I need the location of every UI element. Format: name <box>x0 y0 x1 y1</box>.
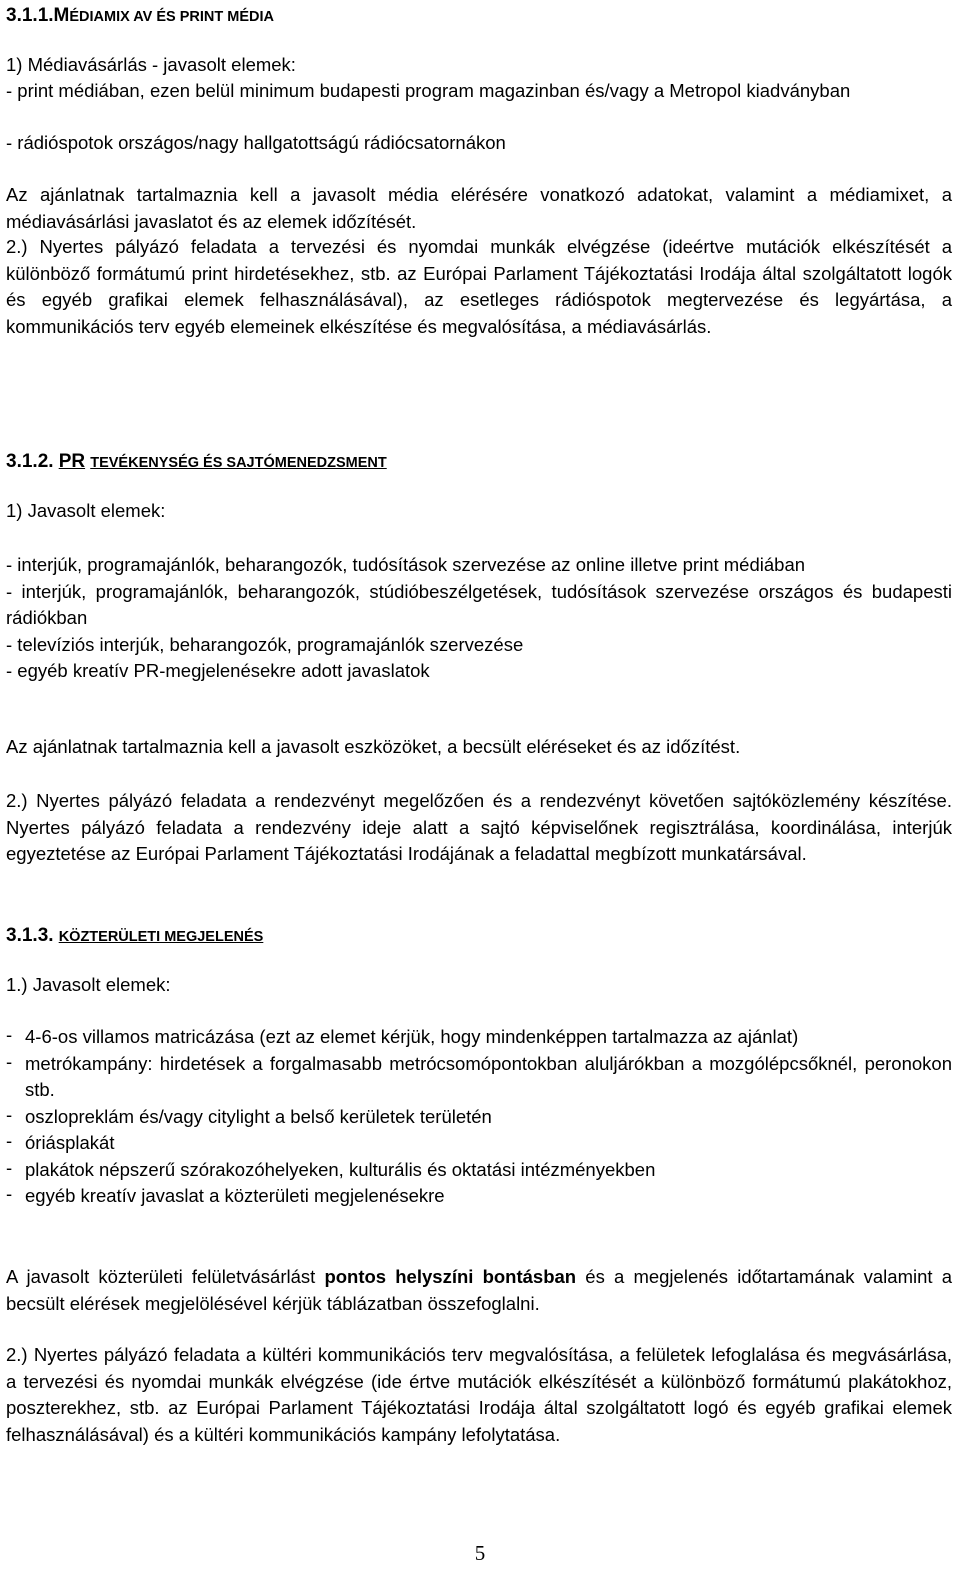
paragraph: Az ajánlatnak tartalmaznia kell a javasolt média elérésére vonatkozó adatokat, valamint a médiamixet, a médiavásárlási javaslatot és az elemek időzítését. <box>6 184 952 232</box>
paragraph: Az ajánlatnak tartalmaznia kell a javasolt eszközöket, a becsült eléréseket és az időzítést. <box>6 736 741 757</box>
section-number: 3.1.1. <box>6 5 54 26</box>
list-item: - interjúk, programajánlók, beharangozók, stúdióbeszélgetések, tudósítások szervezése országos és budapesti rádiókban <box>6 580 952 628</box>
paragraph: 2.) Nyertes pályázó feladata a rendezvényt megelőzően és a rendezvényt követően sajtóközlemény készítése. Nyertes pályázó feladata a rendezvény ideje alatt a sajtó képviselőnek regisztrálása, koordinálása, interjúk egyeztetése az Európai Parlament Tájékoztatási Irodájának a feladattal megbízott munkatársával. <box>6 790 952 864</box>
list-item: - print médiában, ezen belül minimum budapesti program magazinban és/vagy a Metropol kiadványban <box>6 80 851 101</box>
list-item: - egyéb kreatív javaslat a közterületi megjelenésekre <box>6 1183 445 1206</box>
list <box>6 552 952 685</box>
paragraph: 2.) Nyertes pályázó feladata a tervezési és nyomdai munkák elvégzése (ideértve mutációk elkészítését a különböző formátumú print hirdetésekhez, stb. az Európai Parlament Tájékoztatási Irodája által szolgáltatott logók és egyéb grafikai elemek felhasználásával), az esetleges rádióspotok megtervezése és legyártása, a kommunikációs terv egyéb elemeinek elkészítése és megvalósítása, a médiavásárlás. <box>6 236 952 337</box>
paragraph: A javasolt közterületi felületvásárlást pontos helyszíni bontásban és a megjelenés időtartamának valamint a becsült elérések megjelölésével kérjük táblázatban összefoglalni. <box>6 1266 952 1314</box>
list-item: - interjúk, programajánlók, beharangozók, tudósítások szervezése az online illetve print médiában <box>6 554 806 575</box>
emphasis: pontos helyszíni bontásban <box>324 1266 577 1287</box>
paragraph: 1.) Javasolt elemek: <box>6 974 171 995</box>
list-item: - óriásplakát <box>6 1130 115 1153</box>
list-item: - metrókampány: hirdetések a forgalmasabb metrócsomópontokban aluljárókban a mozgólépcsőknél, peronokon stb. <box>6 1050 952 1100</box>
section-heading-313: 3.1.3. KÖZTERÜLETI MEGJELENÉS <box>6 925 264 946</box>
dash-list <box>6 1024 952 1210</box>
list-item: - plakátok népszerű szórakozóhelyeken, kulturális és oktatási intézményekben <box>6 1156 656 1180</box>
paragraph: 2.) Nyertes pályázó feladata a kültéri kommunikációs terv megvalósítása, a felületek lefoglalása és megvásárlása, a tervezési és nyomdai munkák elvégzése (ide értve mutációk elkészítését a különböző formátumú plakátokhoz, poszterekhez, stb. az Európai Parlament Tájékoztatási Irodája által szolgáltatott logó és egyéb grafikai elemek felhasználásával) és a kültéri kommunikációs kampány lefolytatása. <box>6 1344 952 1445</box>
section-heading-312: 3.1.2. PR TEVÉKENYSÉG ÉS SAJTÓMENEDZSMENT <box>6 451 387 472</box>
section-number: 3.1.2. <box>6 451 54 472</box>
section-heading-311: 3.1.1.MÉDIAMIX AV ÉS PRINT MÉDIA <box>6 5 275 26</box>
paragraph: 1) Médiavásárlás - javasolt elemek: <box>6 54 296 75</box>
list-item: - egyéb kreatív PR-megjelenésekre adott javaslatok <box>6 660 430 681</box>
list-item: - 4-6-os villamos matricázása (ezt az elemet kérjük, hogy mindenképpen tartalmazza az ajánlat) <box>6 1024 799 1047</box>
page-number: 5 <box>474 1541 486 1565</box>
paragraph: 1) Javasolt elemek: <box>6 500 166 521</box>
list-item: - televíziós interjúk, beharangozók, programajánlók szervezése <box>6 633 524 655</box>
section-number: 3.1.3. <box>6 925 54 946</box>
list-item: - rádióspotok országos/nagy hallgatottságú rádiócsatornákon <box>6 132 506 153</box>
list-item: - oszlopreklám és/vagy citylight a belső kerületek területén <box>6 1103 492 1127</box>
